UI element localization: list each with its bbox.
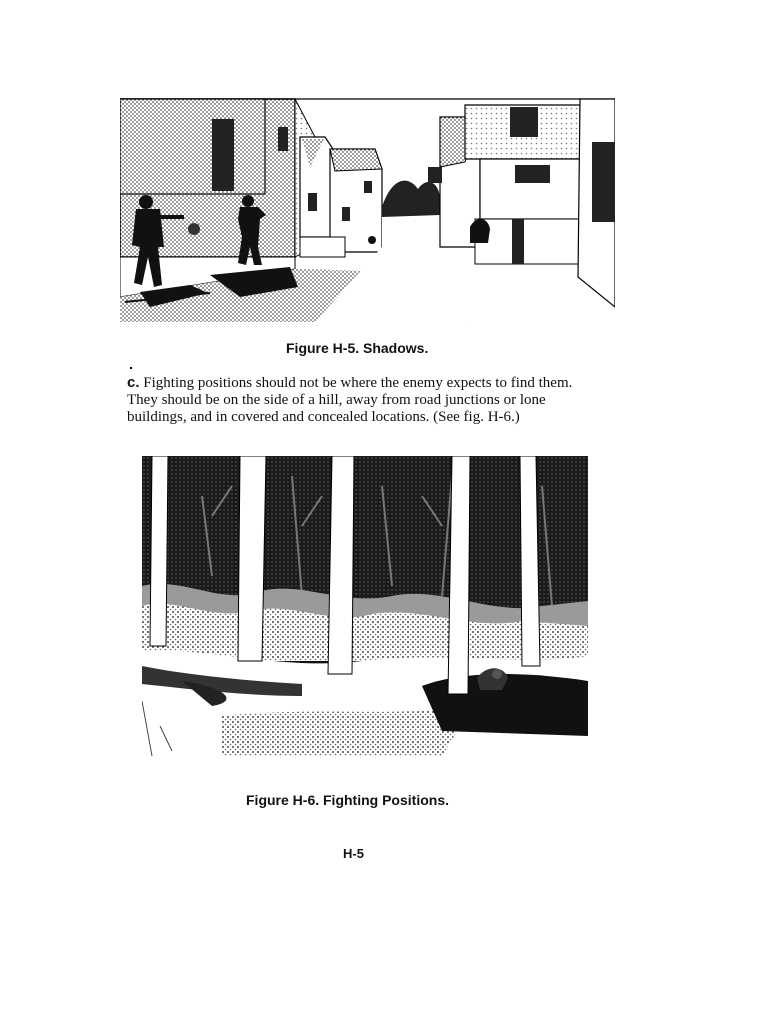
figure-h6-caption: Figure H-6. Fighting Positions. [246,792,449,808]
figure-h6-fighting-positions-illustration [142,456,588,766]
paragraph-line-3: buildings, and in covered and concealed locations. (See fig. H-6.) [127,409,520,425]
paragraph-lead-letter: c. [127,374,140,391]
figure-h5-shadows-illustration [120,97,615,322]
figure-h5-caption: Figure H-5. Shadows. [286,340,429,356]
page-number: H-5 [343,846,364,861]
stray-mark [130,367,132,369]
paragraph-line-1: c. Fighting positions should not be where the enemy expects to find them. [127,374,573,391]
body-paragraph [127,374,611,426]
paragraph-line-2: They should be on the side of a hill, away from road junctions or lone [127,392,546,408]
